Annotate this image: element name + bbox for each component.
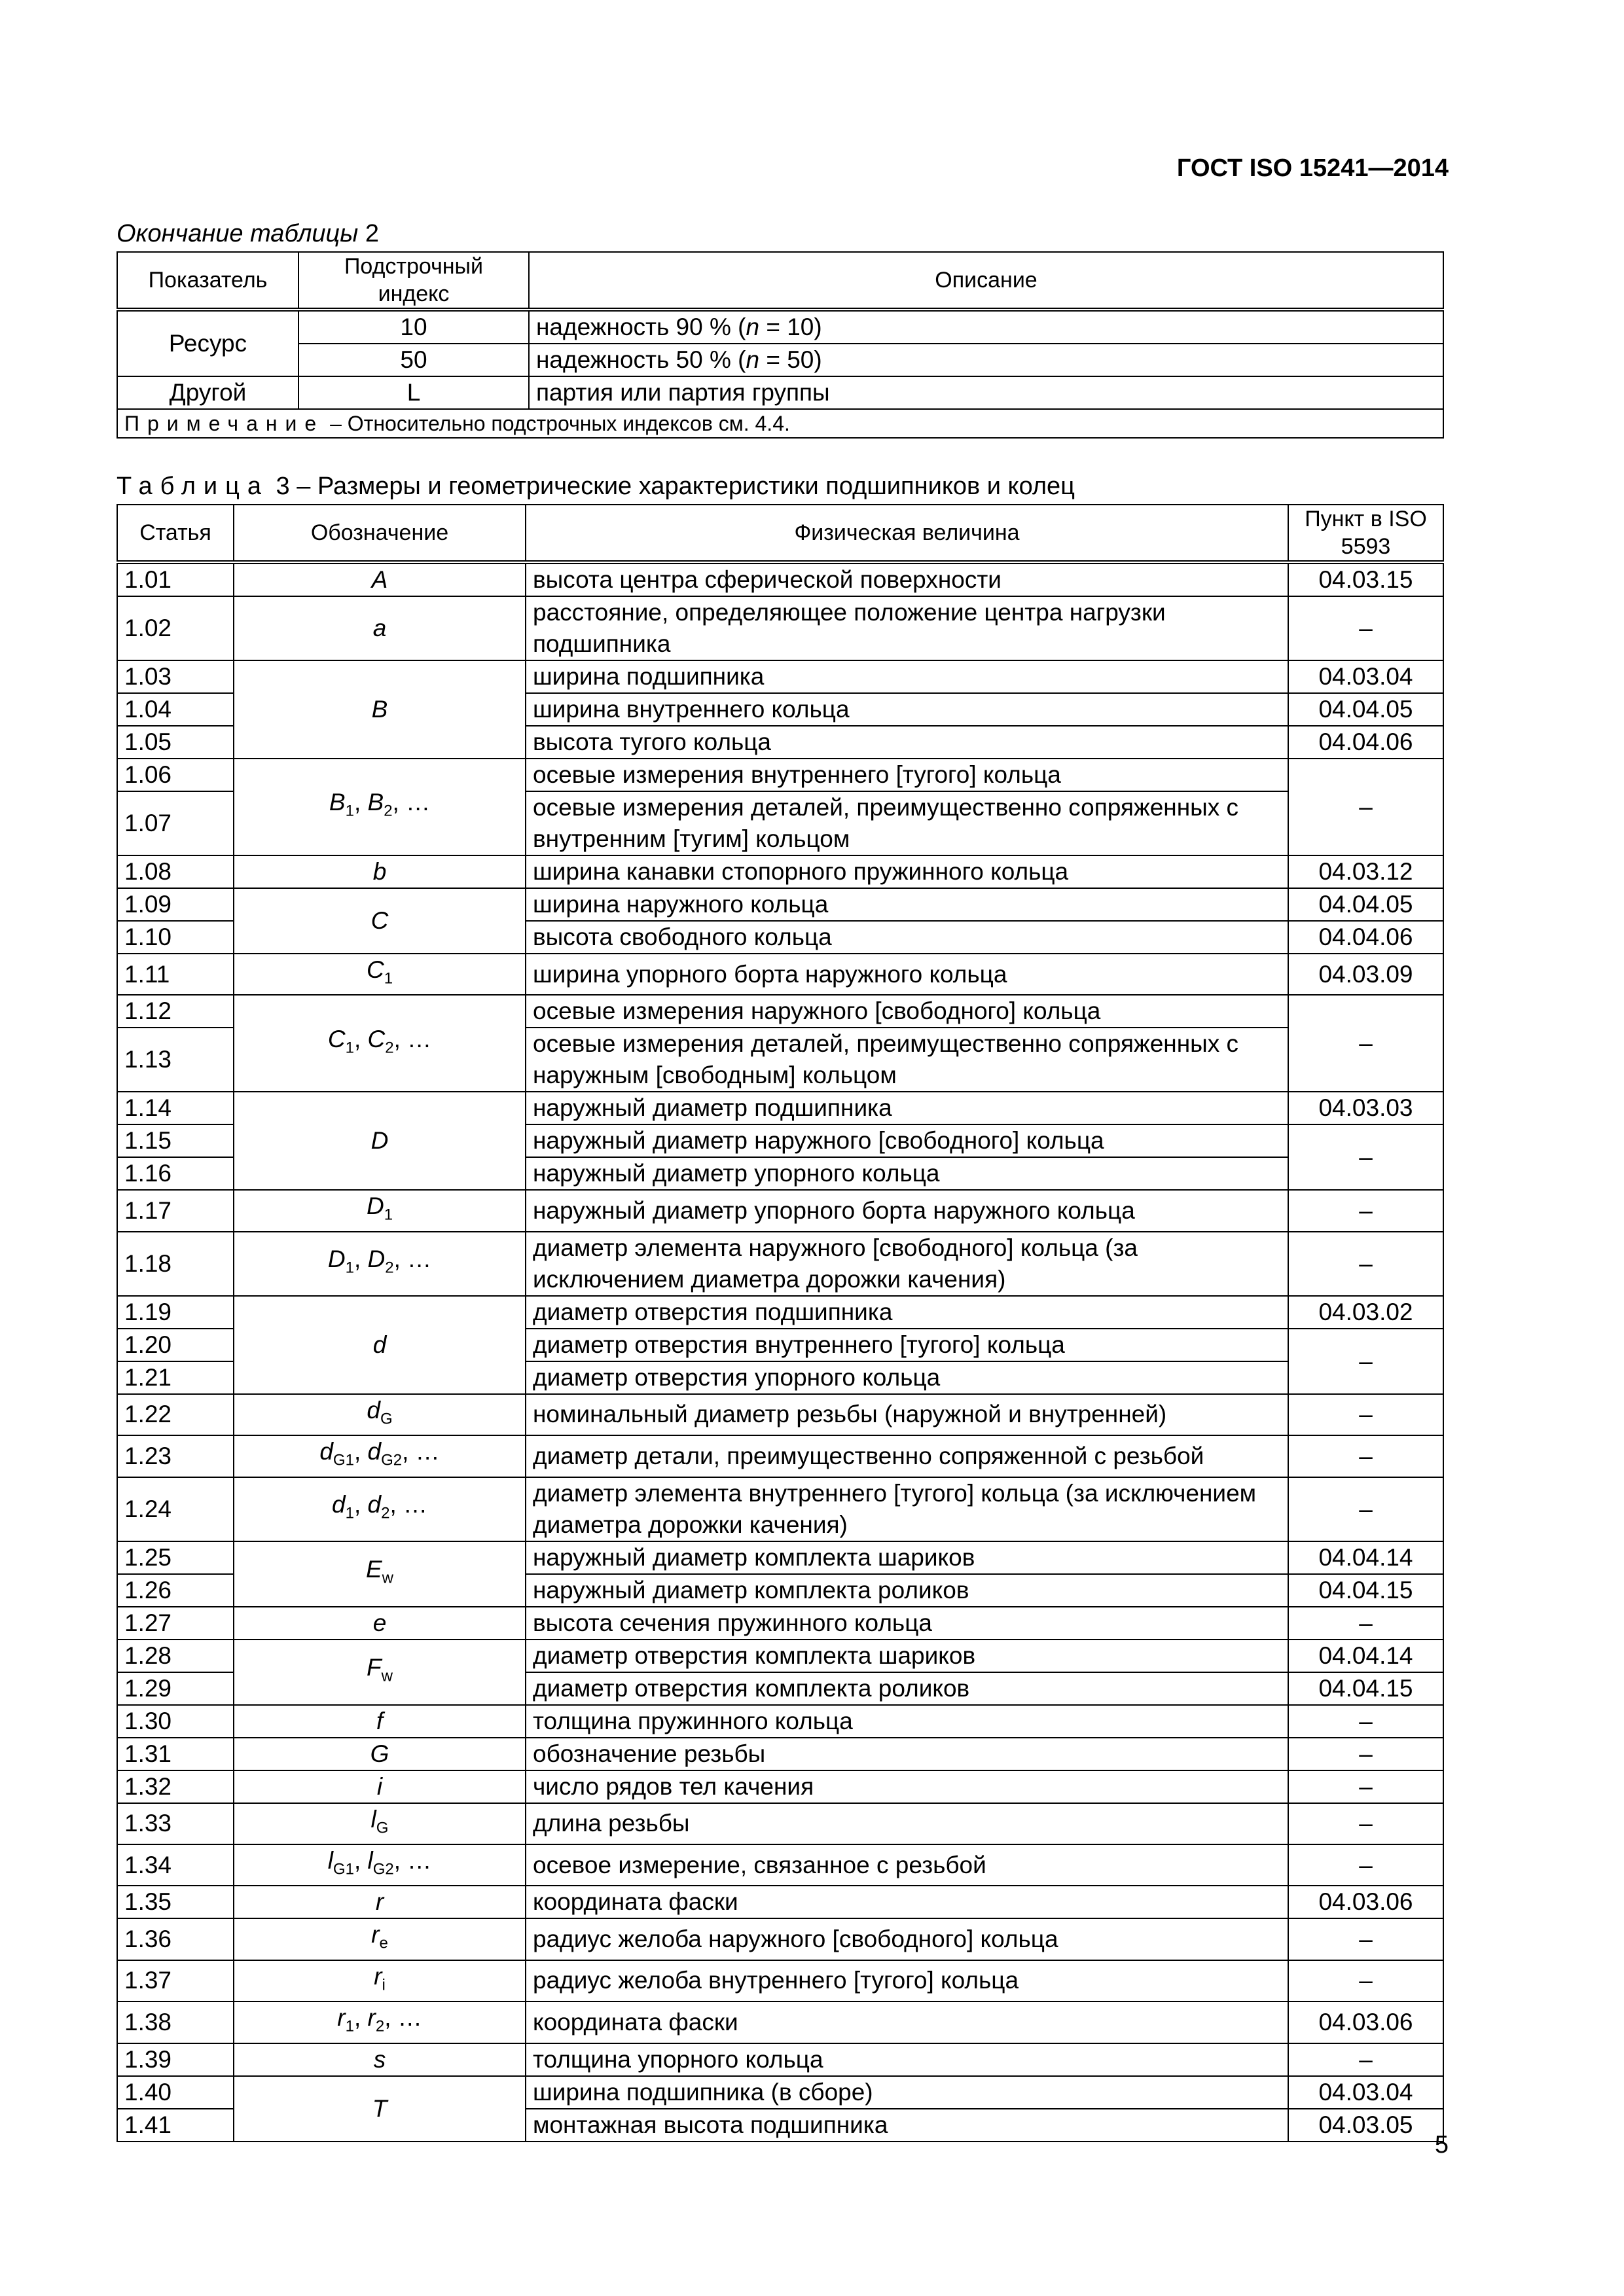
t3-quantity: наружный диаметр подшипника	[526, 1092, 1288, 1124]
t3-article: 1.09	[117, 888, 234, 921]
t3-symbol: D	[234, 1092, 526, 1190]
t3-symbol: d	[234, 1296, 526, 1394]
t3-article: 1.27	[117, 1607, 234, 1640]
t3-quantity: диаметр отверстия комплекта роликов	[526, 1672, 1288, 1705]
t3-iso-ref: 04.03.09	[1288, 954, 1443, 995]
table-row	[117, 660, 1443, 693]
t3-symbol: $C_1$	[234, 954, 526, 995]
t2-index: L	[298, 376, 529, 409]
t3-quantity: осевые измерения наружного [свободного] кольца	[526, 995, 1288, 1028]
t3-iso-ref: 04.04.05	[1288, 693, 1443, 726]
t3-header-quantity: Физическая величина	[526, 505, 1288, 562]
t3-iso-ref: 04.03.04	[1288, 2076, 1443, 2109]
t3-iso-ref: –	[1288, 596, 1443, 660]
t3-article: 1.38	[117, 2001, 234, 2043]
t3-quantity: наружный диаметр наружного [свободного] кольца	[526, 1124, 1288, 1157]
table-row	[117, 1296, 1443, 1329]
t3-quantity: ширина канавки стопорного пружинного кольца	[526, 855, 1288, 888]
t3-article: 1.33	[117, 1803, 234, 1844]
t3-article: 1.31	[117, 1738, 234, 1770]
table-row	[117, 995, 1443, 1028]
t3-symbol: $B_1$, $B_2$, …	[234, 759, 526, 855]
t3-article: 1.39	[117, 2043, 234, 2076]
t3-article: 1.11	[117, 954, 234, 995]
t3-iso-ref: 04.04.05	[1288, 888, 1443, 921]
t2-note-text: – Относительно подстрочных индексов см. 4.4.	[324, 412, 790, 435]
t3-quantity: диаметр отверстия подшипника	[526, 1296, 1288, 1329]
t3-symbol: G	[234, 1738, 526, 1770]
table2	[117, 251, 1444, 439]
t3-article: 1.19	[117, 1296, 234, 1329]
table-row	[117, 409, 1443, 438]
t3-quantity: наружный диаметр комплекта роликов	[526, 1574, 1288, 1607]
t3-article: 1.29	[117, 1672, 234, 1705]
t3-article: 1.04	[117, 693, 234, 726]
t3-iso-ref: –	[1288, 1705, 1443, 1738]
t3-article: 1.15	[117, 1124, 234, 1157]
t2-description: надежность 50 % (n = 50)	[529, 344, 1443, 376]
t3-symbol: $D_1$, $D_2$, …	[234, 1232, 526, 1296]
t3-quantity: осевые измерения деталей, преимущественно сопряженных с наружным [свободным] кольцом	[526, 1028, 1288, 1092]
t2-description: партия или партия группы	[529, 376, 1443, 409]
table-row	[117, 562, 1443, 596]
t3-quantity: номинальный диаметр резьбы (наружной и внутренней)	[526, 1394, 1288, 1435]
t3-iso-ref: –	[1288, 995, 1443, 1092]
t3-article: 1.26	[117, 1574, 234, 1607]
t3-symbol: T	[234, 2076, 526, 2142]
t2-description: надежность 90 % (n = 10)	[529, 310, 1443, 344]
t3-symbol: $r_1$, $r_2$, …	[234, 2001, 526, 2043]
table3	[117, 504, 1444, 2142]
t3-quantity: наружный диаметр упорного борта наружного кольца	[526, 1190, 1288, 1231]
table-row	[117, 344, 1443, 376]
t3-quantity: высота центра сферической поверхности	[526, 562, 1288, 596]
t3-quantity: радиус желоба наружного [свободного] кольца	[526, 1918, 1288, 1960]
t3-symbol: $C_1$, $C_2$, …	[234, 995, 526, 1092]
t3-article: 1.25	[117, 1541, 234, 1574]
t3-iso-ref: –	[1288, 1329, 1443, 1394]
t3-body	[117, 562, 1443, 2142]
t3-symbol: $l_{G1}$, $l_{G2}$, …	[234, 1844, 526, 1886]
t3-iso-ref: –	[1288, 1124, 1443, 1190]
t3-iso-ref: –	[1288, 1918, 1443, 1960]
t3-iso-ref: 04.04.06	[1288, 726, 1443, 759]
t3-symbol: $r_e$	[234, 1918, 526, 1960]
t3-article: 1.08	[117, 855, 234, 888]
t3-article: 1.23	[117, 1435, 234, 1477]
table-row	[117, 1190, 1443, 1231]
t3-quantity: диаметр отверстия внутреннего [тугого] кольца	[526, 1329, 1288, 1361]
table-row	[117, 1738, 1443, 1770]
t3-quantity: число рядов тел качения	[526, 1770, 1288, 1803]
t3-article: 1.22	[117, 1394, 234, 1435]
t3-quantity: высота тугого кольца	[526, 726, 1288, 759]
t2-index: 50	[298, 344, 529, 376]
t3-article: 1.24	[117, 1477, 234, 1541]
t3-symbol: r	[234, 1886, 526, 1918]
table-row	[117, 855, 1443, 888]
t3-article: 1.07	[117, 791, 234, 855]
t3-symbol: $E_w$	[234, 1541, 526, 1607]
t3-quantity: монтажная высота подшипника	[526, 2109, 1288, 2142]
table-row	[117, 1092, 1443, 1124]
table3-caption	[117, 473, 1075, 501]
t3-iso-ref: 04.04.15	[1288, 1574, 1443, 1607]
t3-header-symbol: Обозначение	[234, 505, 526, 562]
t3-header-iso-ref: Пункт в ISO 5593	[1288, 505, 1443, 562]
t3-iso-ref: 04.03.06	[1288, 1886, 1443, 1918]
table-row	[117, 888, 1443, 921]
t3-quantity: осевое измерение, связанное с резьбой	[526, 1844, 1288, 1886]
document-header: ГОСТ ISO 15241—2014	[1176, 154, 1449, 182]
t2-note-label: Примечание	[124, 412, 325, 435]
table2-caption	[117, 220, 379, 248]
t3-article: 1.30	[117, 1705, 234, 1738]
t3-iso-ref: 04.03.03	[1288, 1092, 1443, 1124]
table-row	[117, 1960, 1443, 2001]
table-row	[117, 596, 1443, 660]
t3-iso-ref: –	[1288, 759, 1443, 855]
t3-iso-ref: 04.03.02	[1288, 1296, 1443, 1329]
t3-article: 1.32	[117, 1770, 234, 1803]
t3-article: 1.40	[117, 2076, 234, 2109]
t2-note	[117, 409, 1443, 438]
table-row	[117, 376, 1443, 409]
table-row	[117, 1844, 1443, 1886]
table-row	[117, 1607, 1443, 1640]
t3-iso-ref: –	[1288, 1232, 1443, 1296]
t3-header-article: Статья	[117, 505, 234, 562]
t3-quantity: ширина подшипника (в сборе)	[526, 2076, 1288, 2109]
t3-quantity: ширина внутреннего кольца	[526, 693, 1288, 726]
table-row	[117, 1803, 1443, 1844]
table3-caption-text: 3 – Размеры и геометрические характеристики подшипников и колец	[269, 473, 1075, 500]
t3-iso-ref: –	[1288, 1394, 1443, 1435]
t3-article: 1.06	[117, 759, 234, 791]
t3-symbol: b	[234, 855, 526, 888]
t3-article: 1.37	[117, 1960, 234, 2001]
t3-article: 1.03	[117, 660, 234, 693]
t3-article: 1.18	[117, 1232, 234, 1296]
t3-quantity: наружный диаметр комплекта шариков	[526, 1541, 1288, 1574]
t3-iso-ref: 04.04.14	[1288, 1541, 1443, 1574]
t3-iso-ref: –	[1288, 1190, 1443, 1231]
table-row	[117, 1918, 1443, 1960]
t3-iso-ref: 04.04.14	[1288, 1640, 1443, 1672]
page-number: 5	[1434, 2131, 1449, 2159]
t3-quantity: длина резьбы	[526, 1803, 1288, 1844]
t3-quantity: диаметр элемента наружного [свободного] кольца (за исключением диаметра дорожки качения)	[526, 1232, 1288, 1296]
t3-article: 1.02	[117, 596, 234, 660]
t3-symbol: $d_1$, $d_2$, …	[234, 1477, 526, 1541]
t3-article: 1.34	[117, 1844, 234, 1886]
table-row	[117, 1705, 1443, 1738]
t3-symbol: $F_w$	[234, 1640, 526, 1705]
table3-caption-label: Таблица	[117, 473, 269, 500]
t3-symbol: $r_i$	[234, 1960, 526, 2001]
t3-iso-ref: –	[1288, 1738, 1443, 1770]
t3-symbol: B	[234, 660, 526, 759]
t3-article: 1.16	[117, 1157, 234, 1190]
t3-iso-ref: 04.04.15	[1288, 1672, 1443, 1705]
table-row	[117, 1232, 1443, 1296]
t3-quantity: расстояние, определяющее положение центра нагрузки подшипника	[526, 596, 1288, 660]
t3-quantity: высота свободного кольца	[526, 921, 1288, 954]
t3-quantity: координата фаски	[526, 1886, 1288, 1918]
t2-header-indicator: Показатель	[117, 252, 298, 310]
t3-article: 1.17	[117, 1190, 234, 1231]
t3-symbol: s	[234, 2043, 526, 2076]
t3-symbol: e	[234, 1607, 526, 1640]
t3-quantity: обозначение резьбы	[526, 1738, 1288, 1770]
t3-article: 1.01	[117, 562, 234, 596]
t3-iso-ref: 04.03.15	[1288, 562, 1443, 596]
t3-quantity: координата фаски	[526, 2001, 1288, 2043]
t3-quantity: диаметр отверстия упорного кольца	[526, 1361, 1288, 1394]
t3-iso-ref: 04.03.05	[1288, 2109, 1443, 2142]
table-row	[117, 310, 1443, 344]
t3-quantity: ширина подшипника	[526, 660, 1288, 693]
table-row	[117, 2076, 1443, 2109]
t3-iso-ref: –	[1288, 1435, 1443, 1477]
t3-iso-ref: 04.03.04	[1288, 660, 1443, 693]
table-row	[117, 954, 1443, 995]
t3-symbol: i	[234, 1770, 526, 1803]
t3-article: 1.10	[117, 921, 234, 954]
t3-iso-ref: –	[1288, 1844, 1443, 1886]
t3-quantity: осевые измерения деталей, преимущественно сопряженных с внутренним [тугим] кольцом	[526, 791, 1288, 855]
table-row	[117, 1477, 1443, 1541]
t3-iso-ref: 04.03.12	[1288, 855, 1443, 888]
t3-symbol: A	[234, 562, 526, 596]
t2-header-index: Подстрочный индекс	[298, 252, 529, 310]
t3-article: 1.20	[117, 1329, 234, 1361]
t3-symbol: C	[234, 888, 526, 954]
t3-quantity: наружный диаметр упорного кольца	[526, 1157, 1288, 1190]
t3-quantity: осевые измерения внутреннего [тугого] кольца	[526, 759, 1288, 791]
t3-iso-ref: –	[1288, 2043, 1443, 2076]
t3-article: 1.05	[117, 726, 234, 759]
t3-quantity: высота сечения пружинного кольца	[526, 1607, 1288, 1640]
t3-article: 1.41	[117, 2109, 234, 2142]
t3-iso-ref: 04.04.06	[1288, 921, 1443, 954]
t3-quantity: толщина пружинного кольца	[526, 1705, 1288, 1738]
t3-article: 1.14	[117, 1092, 234, 1124]
t3-symbol: $l_G$	[234, 1803, 526, 1844]
table2-caption-number: 2	[365, 220, 379, 247]
table-row	[117, 759, 1443, 791]
table2-caption-label: Окончание таблицы	[117, 220, 359, 247]
t3-iso-ref: –	[1288, 1803, 1443, 1844]
t2-indicator: Ресурс	[117, 310, 298, 376]
t3-symbol: $d_G$	[234, 1394, 526, 1435]
table-row	[117, 1640, 1443, 1672]
table-row	[117, 2001, 1443, 2043]
t3-article: 1.35	[117, 1886, 234, 1918]
t3-quantity: диаметр отверстия комплекта шариков	[526, 1640, 1288, 1672]
t3-article: 1.21	[117, 1361, 234, 1394]
t3-symbol: $d_{G1}$, $d_{G2}$, …	[234, 1435, 526, 1477]
t3-article: 1.12	[117, 995, 234, 1028]
t3-quantity: радиус желоба внутреннего [тугого] кольца	[526, 1960, 1288, 2001]
t2-index: 10	[298, 310, 529, 344]
t3-iso-ref: –	[1288, 1770, 1443, 1803]
t2-header-description: Описание	[529, 252, 1443, 310]
t3-article: 1.36	[117, 1918, 234, 1960]
t2-indicator: Другой	[117, 376, 298, 409]
t3-quantity: диаметр элемента внутреннего [тугого] кольца (за исключением диаметра дорожки качения)	[526, 1477, 1288, 1541]
t3-iso-ref: –	[1288, 1607, 1443, 1640]
t3-iso-ref: –	[1288, 1477, 1443, 1541]
t3-symbol: f	[234, 1705, 526, 1738]
table-row	[117, 1435, 1443, 1477]
table-row	[117, 2043, 1443, 2076]
t3-iso-ref: –	[1288, 1960, 1443, 2001]
table-row	[117, 1770, 1443, 1803]
table-row	[117, 1394, 1443, 1435]
table-row	[117, 1541, 1443, 1574]
t3-quantity: диаметр детали, преимущественно сопряженной с резьбой	[526, 1435, 1288, 1477]
t3-article: 1.28	[117, 1640, 234, 1672]
t3-article: 1.13	[117, 1028, 234, 1092]
t3-quantity: толщина упорного кольца	[526, 2043, 1288, 2076]
t3-symbol: a	[234, 596, 526, 660]
t3-quantity: ширина упорного борта наружного кольца	[526, 954, 1288, 995]
t3-quantity: ширина наружного кольца	[526, 888, 1288, 921]
t3-iso-ref: 04.03.06	[1288, 2001, 1443, 2043]
t3-symbol: $D_1$	[234, 1190, 526, 1231]
table-row	[117, 1886, 1443, 1918]
